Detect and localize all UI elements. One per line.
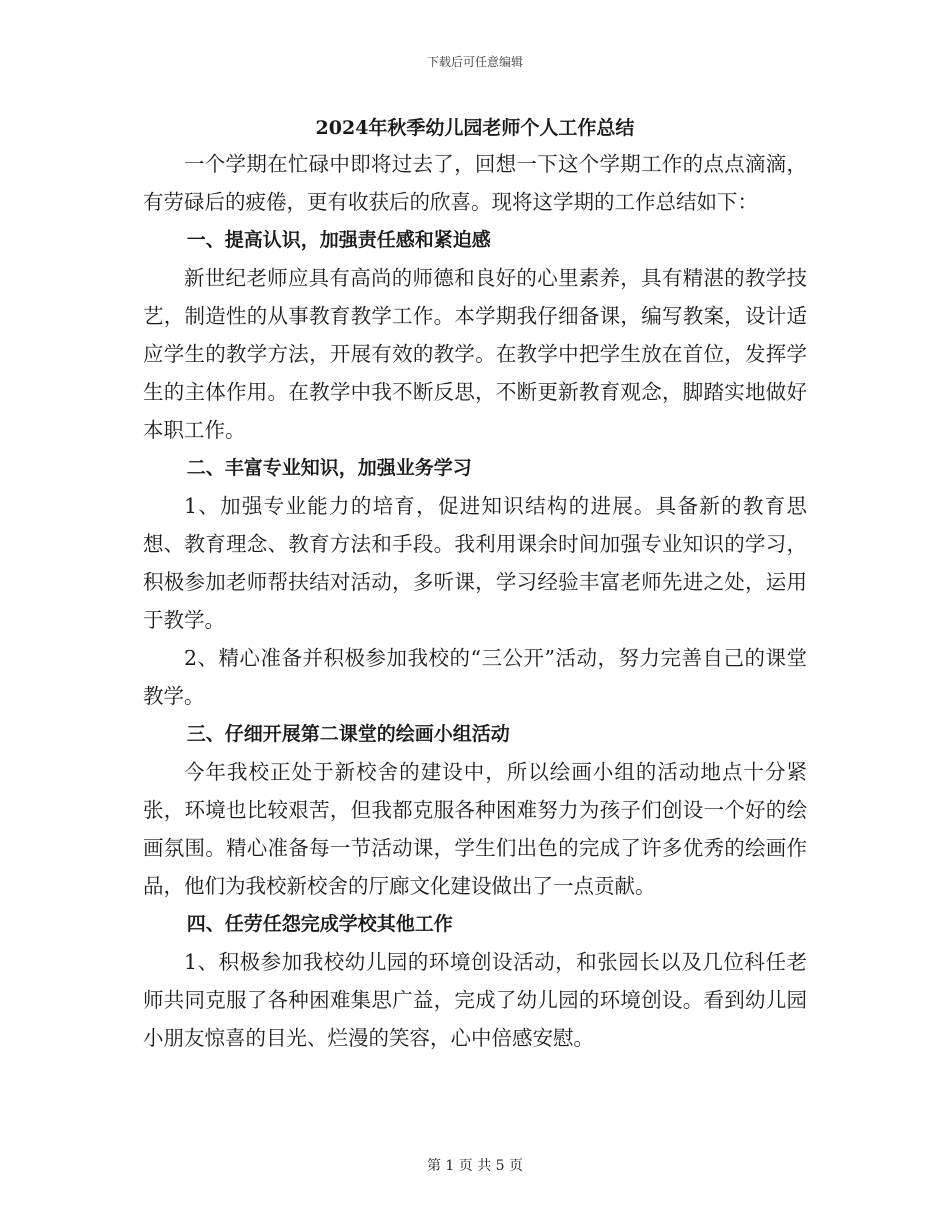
section-heading-2: 二、丰富专业知识，加强业务学习 — [186, 457, 472, 479]
section-heading-1: 一、提高认识，加强责任感和紧迫感 — [186, 229, 491, 251]
section-1-paragraph-1: 新世纪老师应具有高尚的师德和良好的心里素养，具有精湛的教学技艺，制造性的从事教育教学工作。本学期我仔细备课，编写教案，设计适应学生的教学方法，开展有效的教学。在教学中把学生放在首位，发挥学生的主体作用。在教学中我不断反思，不断更新教育观念，脚踏实地做好本职工作。 — [143, 266, 807, 442]
page-footer: 第 1 页 共 5 页 — [426, 1158, 524, 1174]
section-2-paragraph-2: 2、精心准备并积极参加我校的“三公开”活动，努力完善自己的课堂教学。 — [143, 646, 807, 708]
document-body — [143, 145, 807, 1057]
section-heading-4: 四、任劳任怨完成学校其他工作 — [186, 913, 453, 935]
section-heading-3: 三、仔细开展第二课堂的绘画小组活动 — [186, 723, 510, 745]
section-3-paragraph-1: 今年我校正处于新校舍的建设中，所以绘画小组的活动地点十分紧张，环境也比较艰苦，但我都克服各种困难努力为孩子们创设一个好的绘画氛围。精心准备每一节活动课，学生们出色的完成了许多优秀的绘画作品，他们为我校新校舍的厅廊文化建设做出了一点贡献。 — [143, 760, 807, 898]
section-4-paragraph-1: 1、积极参加我校幼儿园的环境创设活动，和张园长以及几位科任老师共同克服了各种困难集思广益，完成了幼儿园的环境创设。看到幼儿园小朋友惊喜的目光、烂漫的笑容，心中倍感安慰。 — [143, 950, 807, 1050]
document-title: 2024年秋季幼儿园老师个人工作总结 — [315, 117, 635, 139]
header-note: 下载后可任意编辑 — [426, 55, 523, 69]
section-2-paragraph-1: 1、加强专业能力的培育，促进知识结构的进展。具备新的教育思想、教育理念、教育方法和手段。我利用课余时间加强专业知识的学习，积极参加老师帮扶结对活动，多听课，学习经验丰富老师先进之处，运用于教学。 — [143, 494, 807, 632]
intro-paragraph: 一个学期在忙碌中即将过去了，回想一下这个学期工作的点点滴滴，有劳碌后的疲倦，更有收获后的欣喜。现将这学期的工作总结如下： — [143, 152, 807, 214]
